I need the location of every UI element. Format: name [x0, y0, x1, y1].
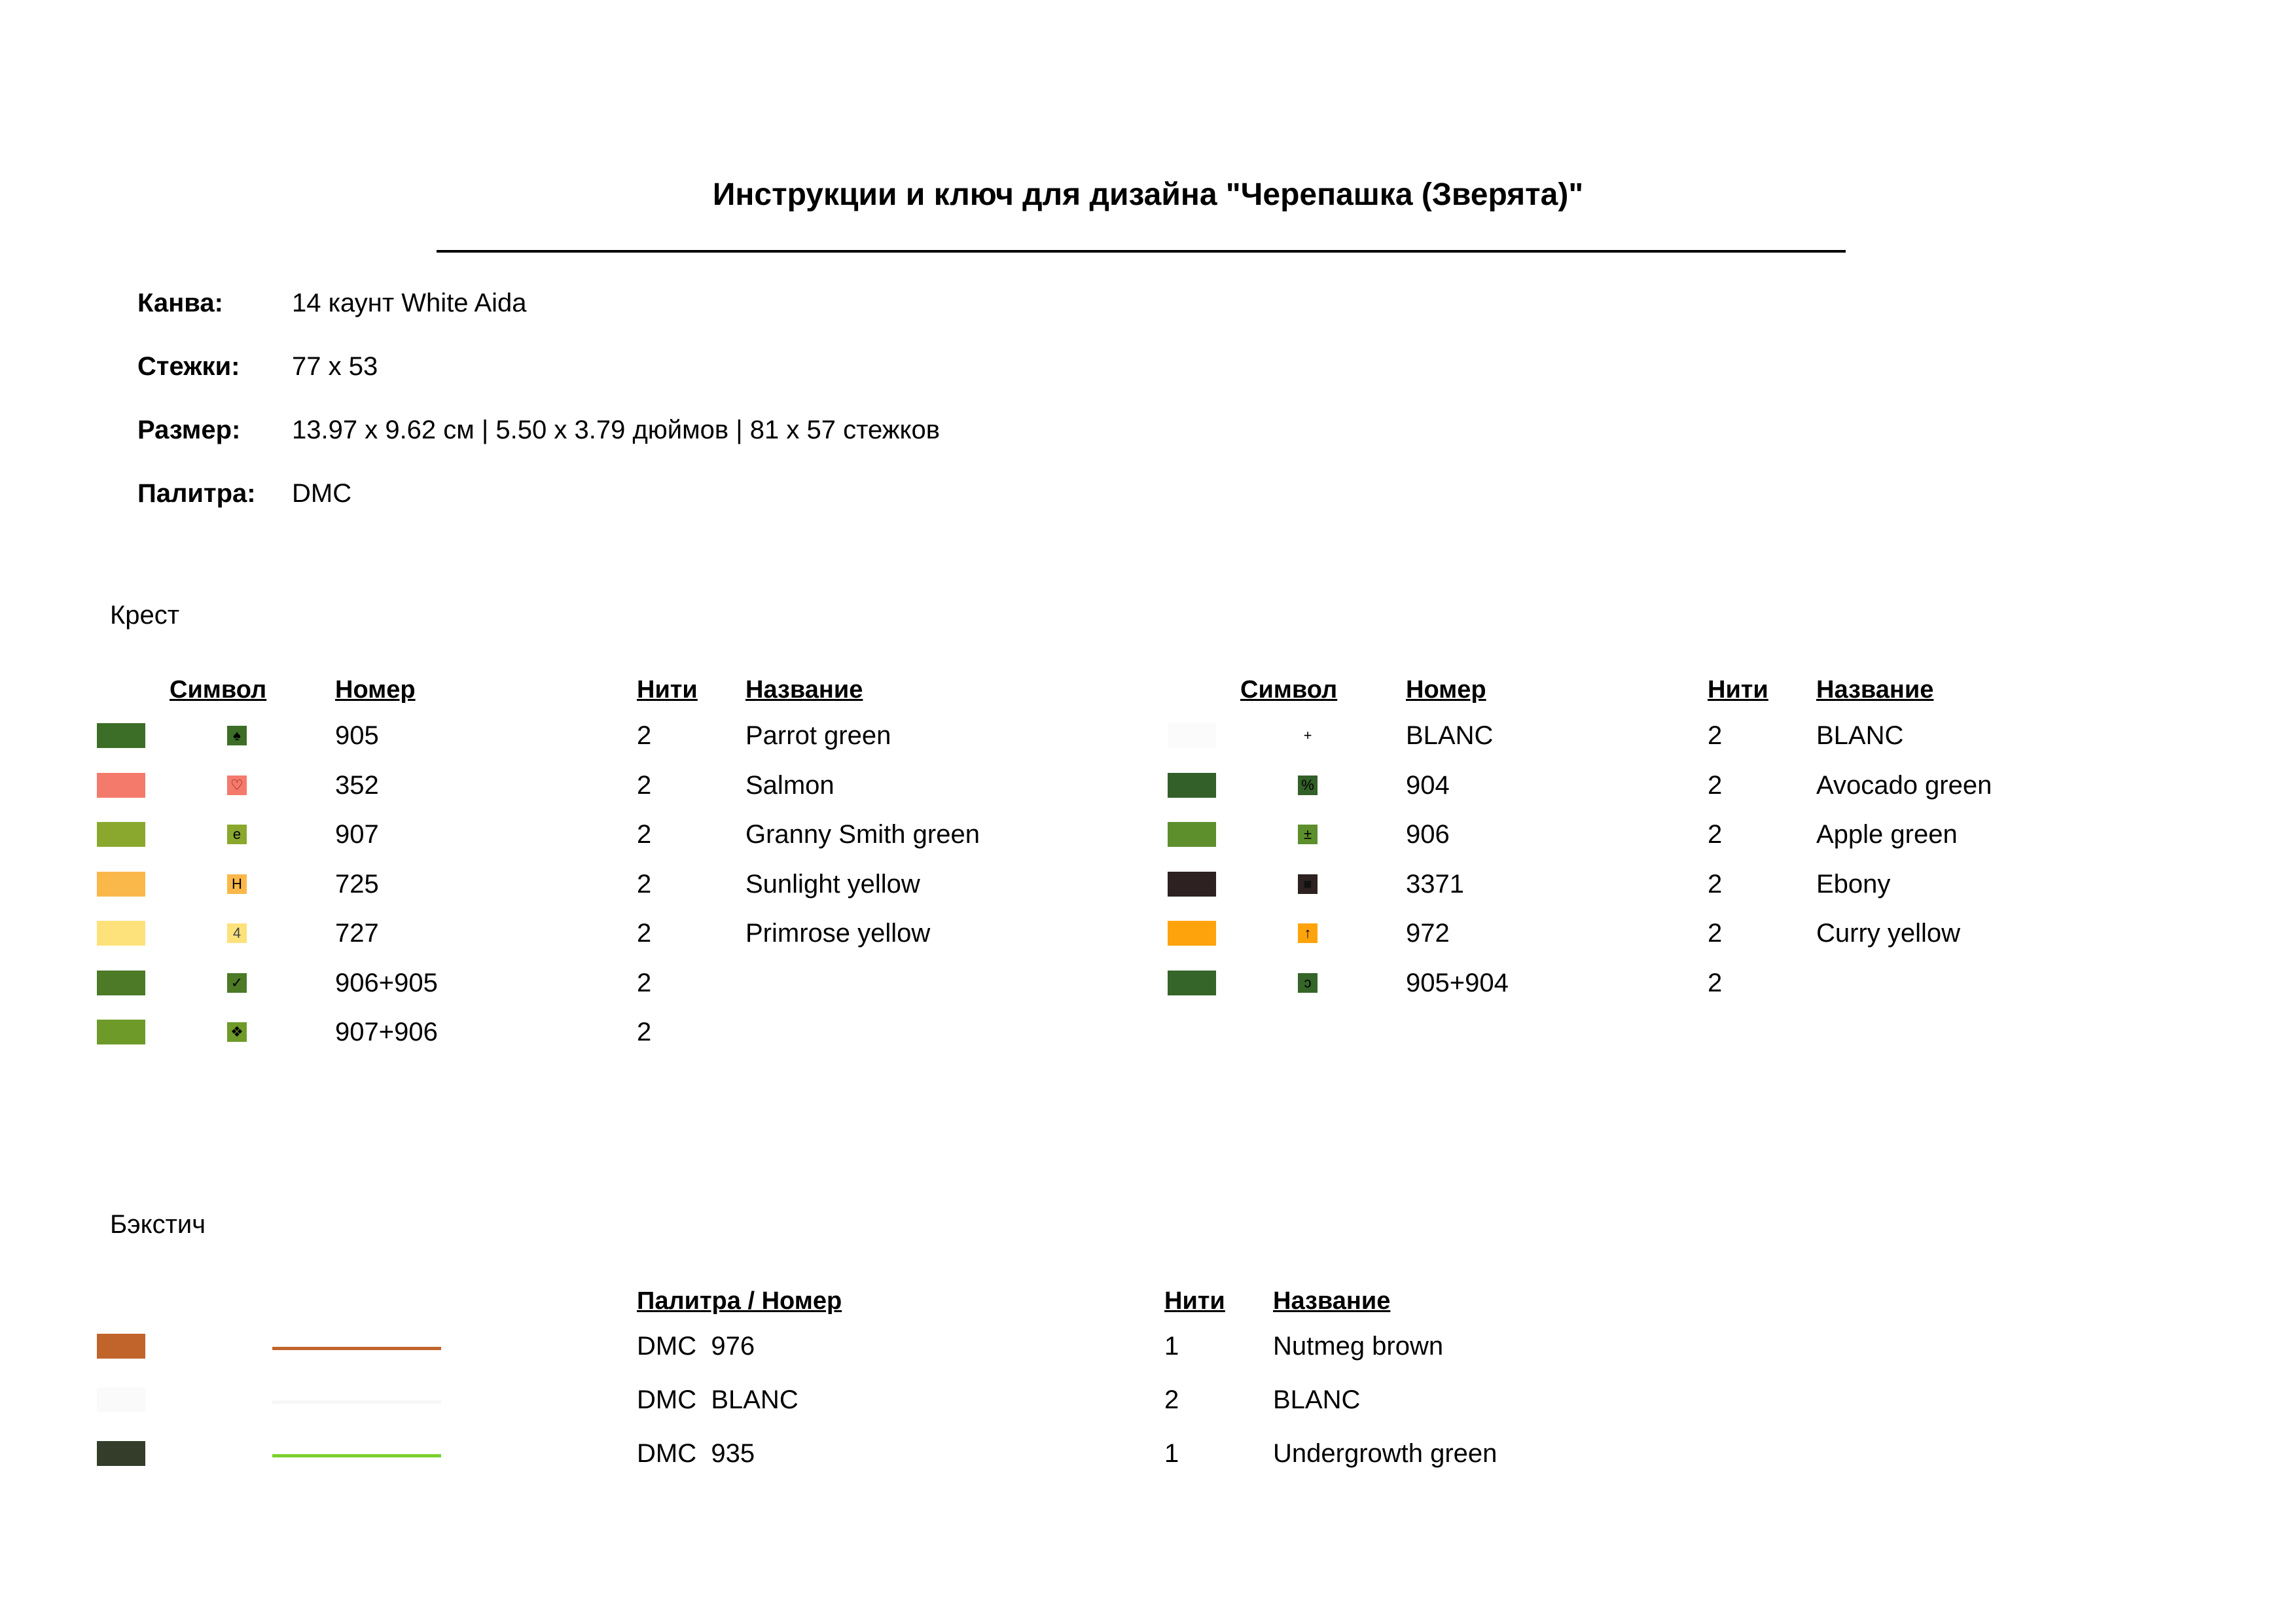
strand-count: 2 — [637, 770, 652, 800]
stitch-symbol-icon: ♠ — [227, 726, 247, 745]
thread-number: 904 — [1406, 770, 1450, 800]
thread-number: 906 — [1406, 820, 1450, 849]
strand-count: 2 — [1708, 770, 1723, 800]
thread-number: 905 — [335, 721, 379, 750]
stitch-symbol-icon: ❖ — [227, 1022, 247, 1042]
strand-count: 2 — [637, 919, 652, 948]
stitch-symbol-icon: + — [1298, 726, 1318, 745]
thread-number: 3371 — [1406, 869, 1464, 899]
stitch-symbol-icon: ↄ — [1298, 973, 1318, 993]
cross-left-header-number: Номер — [335, 676, 416, 704]
backstitch-row — [0, 1434, 2296, 1473]
thread-name: Undergrowth green — [1273, 1439, 1498, 1468]
thread-name: BLANC — [1273, 1385, 1361, 1414]
key-row — [0, 1012, 2296, 1052]
strand-count: 2 — [637, 820, 652, 849]
cross-left-header-symbol: Символ — [170, 676, 267, 704]
color-swatch — [1168, 773, 1216, 798]
backstitch-header-name: Название — [1273, 1287, 1391, 1315]
thread-name: Salmon — [745, 770, 834, 800]
info-label: Размер: — [137, 416, 241, 444]
page-title: Инструкции и ключ для дизайна "Черепашка (Зверята)" — [712, 177, 1584, 212]
strand-count: 1 — [1164, 1439, 1179, 1468]
key-row — [0, 815, 2296, 854]
thread-number: 906+905 — [335, 968, 438, 997]
thread-name: Ebony — [1816, 869, 1891, 899]
info-label: Палитра: — [137, 479, 256, 508]
color-swatch — [1168, 872, 1216, 897]
title-divider — [437, 250, 1846, 253]
thread-name: Primrose yellow — [745, 919, 931, 948]
strand-count: 2 — [1708, 968, 1723, 997]
color-swatch — [97, 1334, 145, 1359]
color-swatch — [97, 1387, 145, 1412]
strand-count: 2 — [1708, 869, 1723, 899]
backstitch-section-title: Бэкстич — [110, 1210, 206, 1239]
key-row — [0, 766, 2296, 805]
backstitch-header-palette-number: Палитра / Номер — [637, 1287, 842, 1315]
thread-name: Sunlight yellow — [745, 869, 920, 899]
thread-number: 972 — [1406, 919, 1450, 948]
info-value: 13.97 x 9.62 см | 5.50 x 3.79 дюймов | 81 x 57 стежков — [292, 416, 940, 444]
strand-count: 2 — [637, 1018, 652, 1046]
thread-number: 907 — [335, 820, 379, 849]
cross-right-header-strands: Нити — [1708, 676, 1768, 704]
stitch-symbol-icon: % — [1298, 776, 1318, 795]
backstitch-line-sample — [272, 1347, 441, 1350]
thread-name: BLANC — [1816, 721, 1904, 750]
thread-number: 727 — [335, 919, 379, 948]
strand-count: 2 — [1164, 1385, 1179, 1414]
stitch-symbol-icon: ± — [1298, 825, 1318, 844]
info-value: DMC — [292, 479, 352, 508]
color-swatch — [97, 1441, 145, 1466]
backstitch-row — [0, 1327, 2296, 1366]
thread-name: Parrot green — [745, 721, 891, 750]
stitch-symbol-icon: e — [227, 825, 247, 844]
backstitch-header-strands: Нити — [1164, 1287, 1225, 1315]
color-swatch — [1168, 822, 1216, 847]
thread-name: Avocado green — [1816, 770, 1992, 800]
color-swatch — [97, 1020, 145, 1044]
thread-name: Nutmeg brown — [1273, 1332, 1444, 1361]
thread-number: 352 — [335, 770, 379, 800]
cross-right-header-number: Номер — [1406, 676, 1486, 704]
strand-count: 2 — [1708, 721, 1723, 750]
thread-number: 907+906 — [335, 1018, 438, 1046]
thread-number: 725 — [335, 869, 379, 899]
info-value: 14 каунт White Aida — [292, 289, 527, 317]
stitch-symbol-icon: H — [227, 874, 247, 894]
key-row — [0, 865, 2296, 904]
key-row — [0, 963, 2296, 1003]
palette-number: DMC BLANC — [637, 1385, 798, 1414]
palette-number: DMC 935 — [637, 1439, 755, 1468]
backstitch-line-sample — [272, 1454, 441, 1457]
stitch-symbol-icon: ■ — [1298, 874, 1318, 894]
strand-count: 2 — [1708, 919, 1723, 948]
key-row — [0, 716, 2296, 755]
thread-name: Granny Smith green — [745, 820, 980, 849]
thread-number: BLANC — [1406, 721, 1494, 750]
key-row — [0, 914, 2296, 953]
info-label: Стежки: — [137, 352, 240, 381]
thread-name: Apple green — [1816, 820, 1958, 849]
stitch-symbol-icon: 4 — [227, 923, 247, 943]
color-swatch — [1168, 921, 1216, 946]
stitch-symbol-icon: ♡ — [227, 776, 247, 795]
info-label: Канва: — [137, 289, 223, 317]
cross-left-header-strands: Нити — [637, 676, 698, 704]
thread-name: Curry yellow — [1816, 919, 1961, 948]
palette-number: DMC 976 — [637, 1332, 755, 1361]
info-value: 77 x 53 — [292, 352, 378, 381]
backstitch-line-sample — [272, 1400, 441, 1404]
color-swatch — [1168, 723, 1216, 748]
backstitch-row — [0, 1380, 2296, 1419]
stitch-symbol-icon: ↑ — [1298, 923, 1318, 943]
strand-count: 2 — [1708, 820, 1723, 849]
stitch-symbol-icon: ✓ — [227, 973, 247, 993]
cross-section-title: Крест — [110, 601, 180, 630]
cross-left-header-name: Название — [745, 676, 863, 704]
thread-number: 905+904 — [1406, 968, 1509, 997]
cross-right-header-symbol: Символ — [1240, 676, 1338, 704]
strand-count: 2 — [637, 721, 652, 750]
color-swatch — [1168, 971, 1216, 995]
strand-count: 1 — [1164, 1332, 1179, 1361]
strand-count: 2 — [637, 968, 652, 997]
cross-right-header-name: Название — [1816, 676, 1934, 704]
strand-count: 2 — [637, 869, 652, 899]
